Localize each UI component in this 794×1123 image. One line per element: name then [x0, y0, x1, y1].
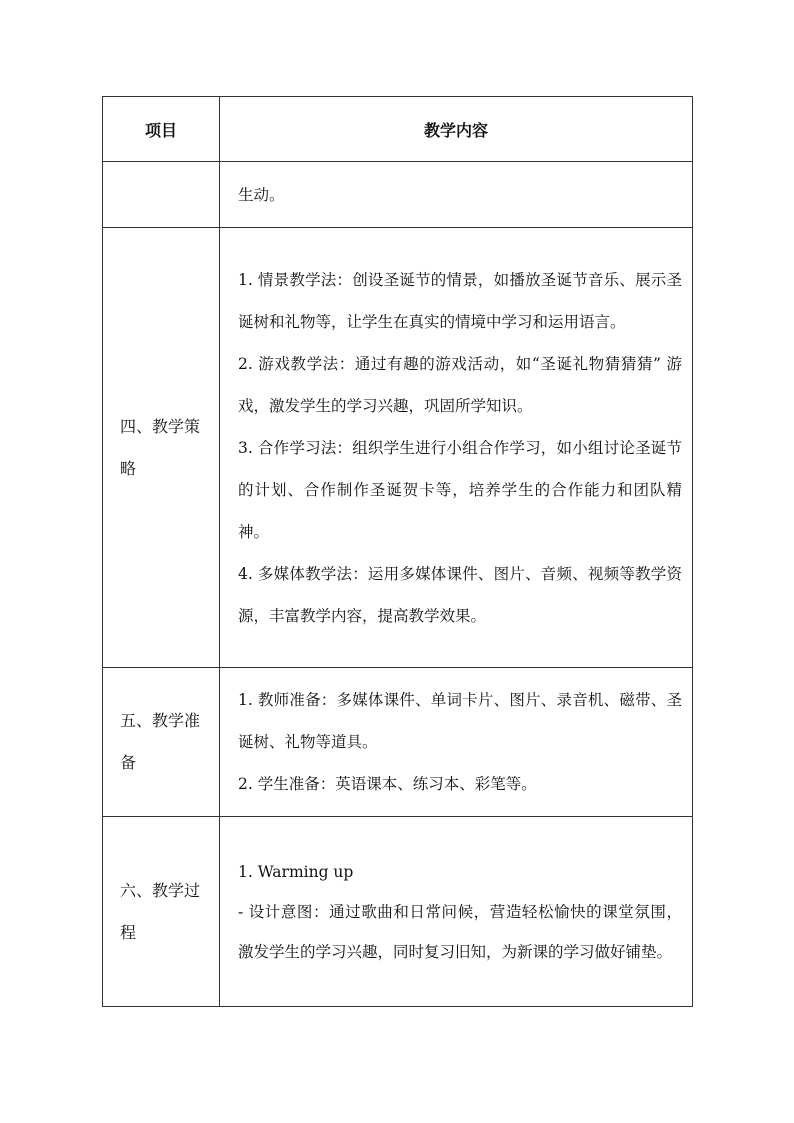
content-paragraph: - 设计意图：通过歌曲和日常问候，营造轻松愉快的课堂氛围，激发学生的学习兴趣，同时复习旧知，为新课的学习做好铺垫。: [238, 902, 682, 961]
table-header-row: [103, 97, 693, 162]
row-content: [220, 162, 693, 228]
content-paragraph: 4. 多媒体教学法：运用多媒体课件、图片、音频、视频等教学资源，丰富教学内容，提高教学效果。: [238, 564, 682, 625]
content-paragraph: 1. Warming up: [238, 862, 354, 881]
table-row: [103, 817, 693, 1007]
table-row: [103, 162, 693, 228]
row-content: [220, 228, 693, 668]
row-item-label: [103, 162, 220, 228]
content-paragraph: 1. 情景教学法：创设圣诞节的情景，如播放圣诞节音乐、展示圣诞树和礼物等，让学生在真实的情境中学习和运用语言。: [238, 270, 682, 331]
content-paragraph: 1. 教师准备：多媒体课件、单词卡片、图片、录音机、磁带、圣诞树、礼物等道具。: [238, 691, 682, 751]
row-content: [220, 817, 693, 1007]
lesson-plan-table: [102, 96, 693, 1007]
table-row: [103, 668, 693, 817]
content-paragraph: 3. 合作学习法：组织学生进行小组合作学习，如小组讨论圣诞节的计划、合作制作圣诞贺卡等，培养学生的合作能力和团队精神。: [238, 438, 682, 541]
content-paragraph: 2. 学生准备：英语课本、练习本、彩笔等。: [238, 775, 537, 793]
content-paragraph: 生动。: [238, 185, 285, 204]
row-item-label: 五、教学准备: [103, 668, 220, 817]
content-paragraph: 2. 游戏教学法：通过有趣的游戏活动，如“圣诞礼物猜猜猜” 游戏，激发学生的学习兴趣，巩固所学知识。: [238, 354, 682, 415]
row-item-label: 四、教学策略: [103, 228, 220, 668]
row-content: [220, 668, 693, 817]
table-row: [103, 228, 693, 668]
header-item: 项目: [103, 97, 220, 162]
header-content: 教学内容: [220, 97, 693, 162]
row-item-label: 六、教学过程: [103, 817, 220, 1007]
